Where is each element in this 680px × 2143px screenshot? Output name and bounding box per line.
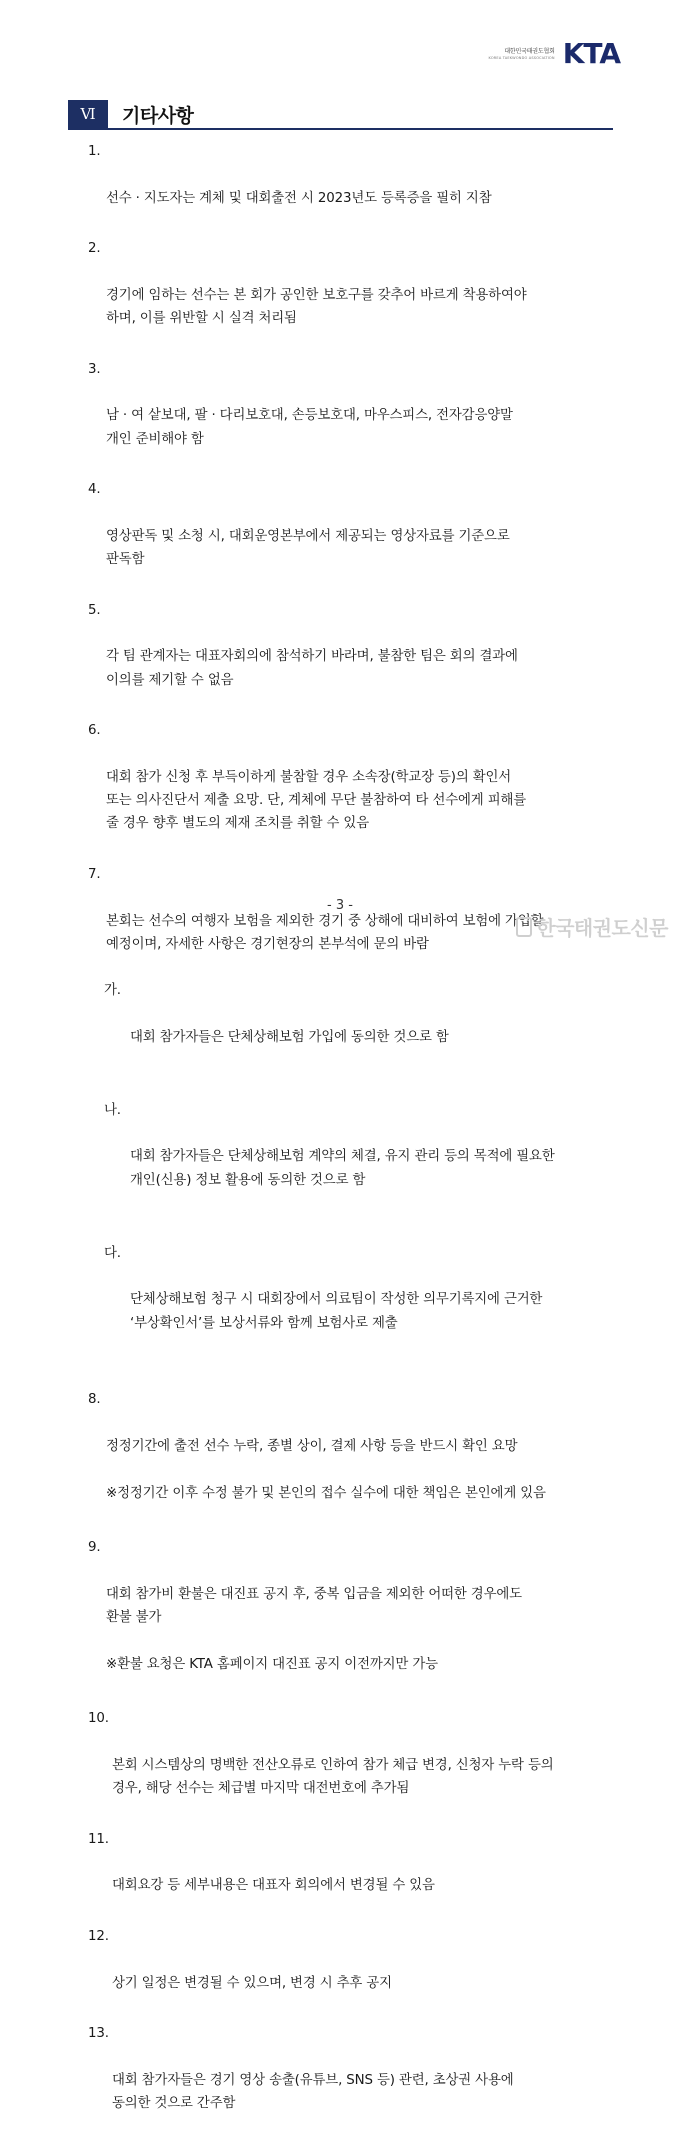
list-item-13 xyxy=(88,2022,623,2138)
section-heading xyxy=(68,100,193,128)
item-number: 9. xyxy=(88,1540,101,1556)
note-correction-period: ※정정기간 이후 수정 불가 및 본인의 접수 실수에 대한 책임은 본인에게 있음 xyxy=(106,1485,546,1501)
logo-org-english: KOREA TAEKWONDO ASSOCIATION xyxy=(488,55,555,60)
list-item-4 xyxy=(88,478,623,594)
item-number: 12. xyxy=(88,1928,109,1944)
item-text: 대회 참가 신청 후 부득이하게 불참할 경우 소속장(학교장 등)의 확인서 또는 의사진단서 제출 요망. 단, 계체에 무단 불참하여 타 선수에게 피해를 줄 경우 향후 별도의 제재 조치를 취할 수 있음 xyxy=(106,769,527,832)
item-number: 6. xyxy=(88,723,101,739)
watermark-logo-icon xyxy=(516,917,532,937)
item-text: 대회 참가자들은 경기 영상 송출(유튜브, SNS 등) 관련, 초상권 사용에 동의한 것으로 간주함 xyxy=(112,2072,514,2112)
item-number: 10. xyxy=(88,1711,109,1727)
section-title: 기타사항 xyxy=(122,104,194,127)
logo-org-text xyxy=(489,48,555,61)
item-text: 대회요강 등 세부내용은 대표자 회의에서 변경될 수 있음 xyxy=(112,1878,435,1894)
list-item-7 xyxy=(88,863,623,1385)
item-text: 정정기간에 출전 선수 누락, 종별 상이, 결제 사항 등을 반드시 확인 요망 xyxy=(106,1439,518,1455)
item-number: 5. xyxy=(88,602,101,618)
list-item-1 xyxy=(88,140,623,233)
list-item-6 xyxy=(88,719,623,859)
item-text: 본회 시스템상의 명백한 전산오류로 인하여 참가 체급 변경, 신청자 누락 등의 경우, 해당 선수는 체급별 마지막 대전번호에 추가됨 xyxy=(112,1757,554,1797)
item-text: 남 · 여 샅보대, 팔 · 다리보호대, 손등보호대, 마우스피스, 전자감응양말 개인 준비해야 함 xyxy=(106,408,513,447)
sub-item-number: 가. xyxy=(104,983,121,999)
item-text: 상기 일정은 변경될 수 있으며, 변경 시 추후 공지 xyxy=(112,1975,392,1991)
list-item-2 xyxy=(88,237,623,353)
item-text: 대회 참가비 환불은 대진표 공지 후, 중복 입금을 제외한 어떠한 경우에도 환불 불가 xyxy=(106,1586,522,1626)
logo-kta-mark: KTA xyxy=(562,37,620,70)
list-item-9 xyxy=(88,1536,623,1703)
item-text: 선수 · 지도자는 계체 및 대회출전 시 2023년도 등록증을 필히 지참 xyxy=(106,190,492,206)
item-number: 8. xyxy=(88,1392,101,1408)
note-refund: ※환불 요청은 KTA 홈페이지 대진표 공지 이전까지만 가능 xyxy=(106,1656,438,1672)
list-item-12 xyxy=(88,1925,623,2018)
sub-item-da xyxy=(104,1242,623,1358)
list-item-11 xyxy=(88,1828,623,1921)
item-number: 1. xyxy=(88,144,101,159)
logo-org-name: 대한민국태권도협회 xyxy=(504,47,555,55)
item-number: 2. xyxy=(88,241,101,257)
item-number: 4. xyxy=(88,482,101,498)
item-number: 11. xyxy=(88,1831,109,1847)
list-item-5 xyxy=(88,599,623,715)
list-item-8 xyxy=(88,1388,623,1532)
sub-item-na xyxy=(104,1099,623,1215)
item-text: 본회는 선수의 여행자 보험을 제외한 경기 중 상해에 대비하여 보험에 가입할 예정이며, 자세한 사항은 경기현장의 본부석에 문의 바람 xyxy=(106,913,544,952)
item-text: 영상판독 및 소청 시, 대회운영본부에서 제공되는 영상자료를 기준으로 판독함 xyxy=(106,528,510,568)
item-number: 7. xyxy=(88,866,101,882)
newspaper-watermark xyxy=(516,912,668,941)
item-text: 경기에 임하는 선수는 본 회가 공인한 보호구를 갖추어 바르게 착용하여야 하며, 이를 위반할 시 실격 처리됨 xyxy=(106,287,527,327)
watermark-text: 한국태권도신문 xyxy=(536,916,668,940)
notice-list xyxy=(88,140,623,2143)
sub-item-number: 나. xyxy=(104,1102,121,1118)
section-divider xyxy=(68,128,613,130)
page-number: - 3 - xyxy=(327,898,353,913)
sub-item-text: 대회 참가자들은 단체상해보험 계약의 체결, 유지 관리 등의 목적에 필요한 개인(신용) 정보 활용에 동의한 것으로 함 xyxy=(130,1149,555,1188)
item-number: 3. xyxy=(88,361,101,377)
sub-item-number: 다. xyxy=(104,1245,121,1261)
section-number: Ⅵ xyxy=(68,100,108,128)
sub-item-ga xyxy=(104,979,623,1072)
item-number: 13. xyxy=(88,2026,109,2042)
kta-logo xyxy=(488,37,620,70)
sub-item-text: 단체상해보험 청구 시 대회장에서 의료팀이 작성한 의무기록지에 근거한 ‘부상확인서’를 보상서류와 함께 보험사로 제출 xyxy=(130,1292,543,1331)
list-item-3 xyxy=(88,358,623,474)
sub-item-text: 대회 참가자들은 단체상해보험 가입에 동의한 것으로 함 xyxy=(130,1029,449,1045)
item-text: 각 팀 관계자는 대표자회의에 참석하기 바라며, 불참한 팀은 회의 결과에 이의를 제기할 수 없음 xyxy=(106,649,518,688)
list-item-10 xyxy=(88,1707,623,1823)
